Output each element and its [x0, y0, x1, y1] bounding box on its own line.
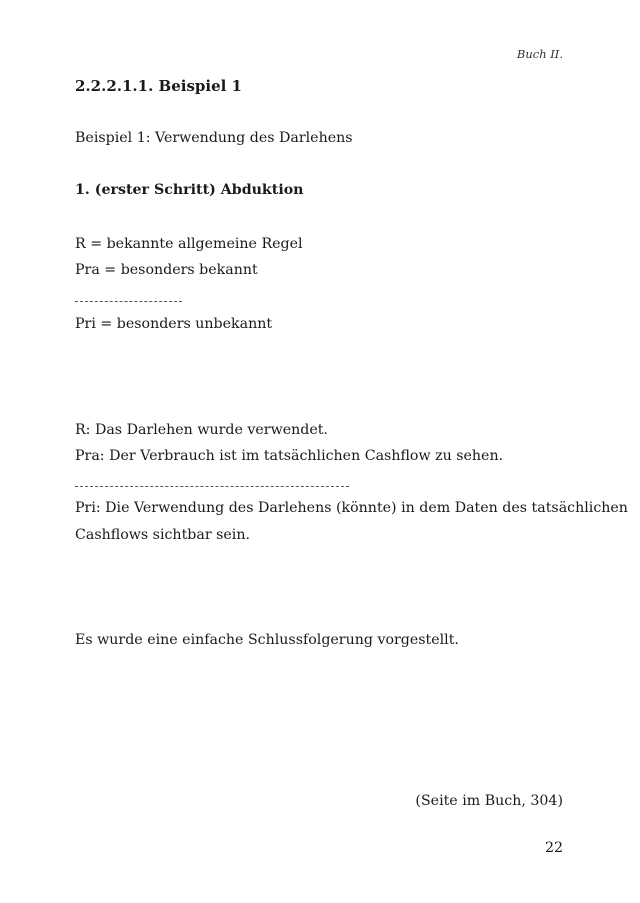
definition-pra: Pra = besonders bekannt: [75, 262, 258, 278]
example-r: R: Das Darlehen wurde verwendet.: [75, 422, 328, 438]
step-title: 1. (erster Schritt) Abduktion: [75, 182, 304, 198]
running-head: Buch II.: [516, 47, 563, 61]
example-pri-line-1: Pri: Die Verwendung des Darlehens (könnte) in dem Daten des tatsächlichen: [75, 500, 628, 516]
definition-pri: Pri = besonders unbekannt: [75, 316, 273, 332]
intro-text: Beispiel 1: Verwendung des Darlehens: [75, 130, 353, 146]
conclusion-text: Es wurde eine einfache Schlussfolgerung vorgestellt.: [75, 632, 459, 648]
example-pra: Pra: Der Verbrauch ist im tatsächlichen Cashflow zu sehen.: [75, 448, 504, 464]
example-pri-line-2: Cashflows sichtbar sein.: [75, 527, 250, 543]
separator-line-example: [75, 486, 349, 487]
citation: (Seite im Buch, 304): [415, 793, 563, 809]
page-number: 22: [544, 840, 563, 856]
definition-r: R = bekannte allgemeine Regel: [75, 236, 303, 252]
section-heading: 2.2.2.1.1. Beispiel 1: [75, 77, 242, 95]
separator-line-definitions: [75, 301, 182, 302]
